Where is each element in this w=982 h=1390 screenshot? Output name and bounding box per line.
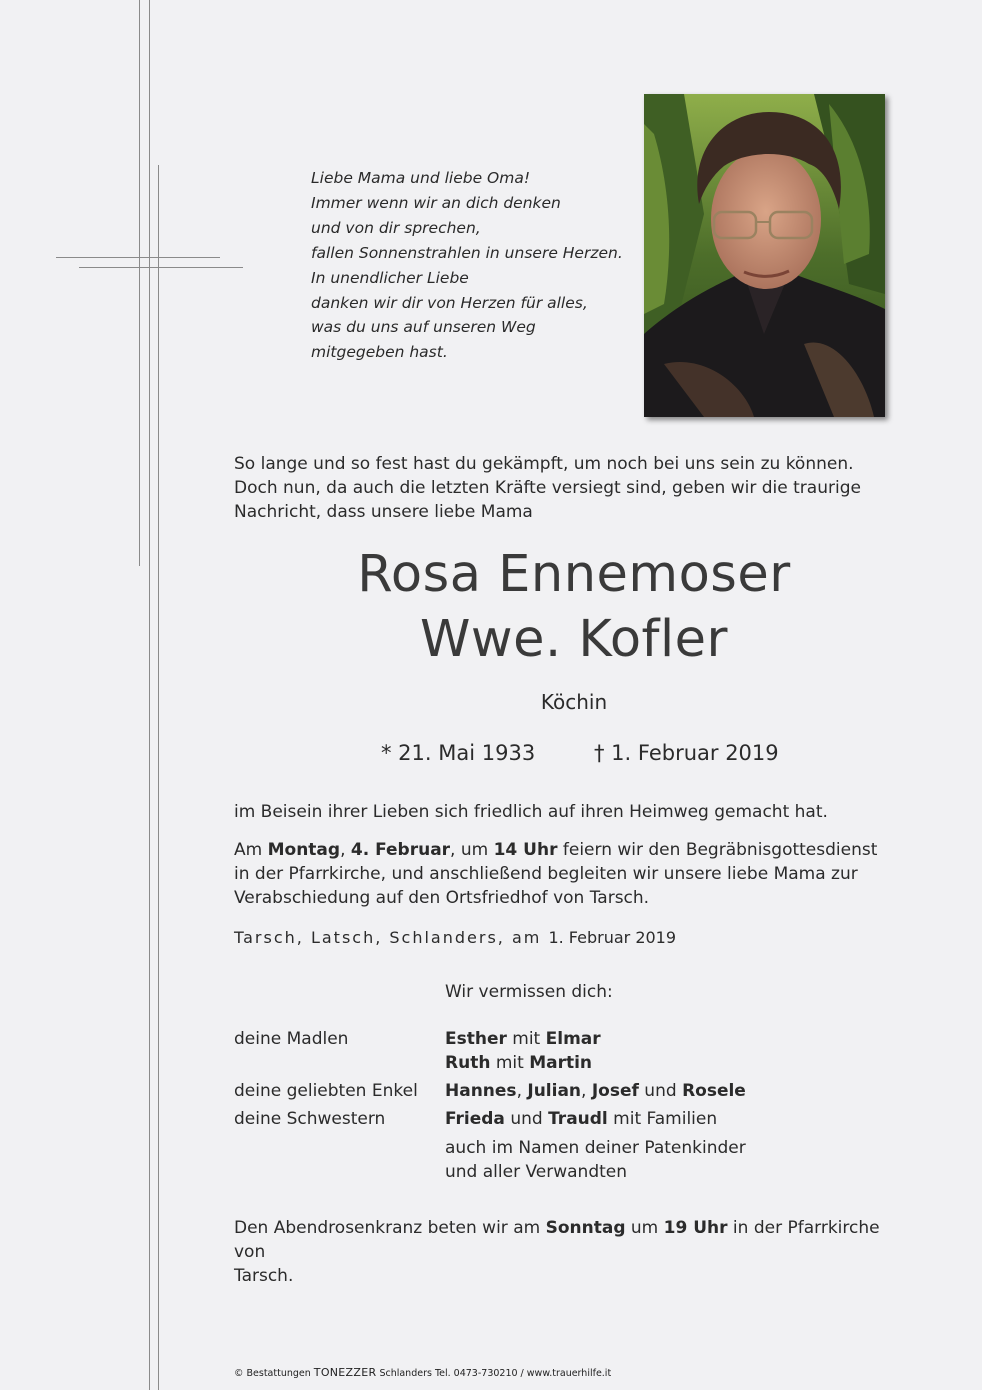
- mourner-label-schwestern: deine Schwestern: [234, 1109, 386, 1129]
- deceased-name-widow: Wwe. Kofler: [419, 610, 728, 669]
- rosary-text: Den Abendrosenkranz beten wir am: [234, 1218, 546, 1238]
- funeral-text: Am: [234, 840, 268, 860]
- mourner-name: Frieda: [445, 1109, 505, 1129]
- memorial-poem: [311, 166, 623, 365]
- funeral-line-1: [234, 838, 914, 862]
- rosary-day: Sonntag: [545, 1218, 626, 1238]
- intro-line-3: Nachricht, dass unsere liebe Mama: [234, 502, 533, 522]
- intro-line-1: So lange und so fest hast du gekämpft, um noch bei uns sein zu können.: [234, 454, 854, 474]
- funeral-line-3: Verabschiedung auf den Ortsfriedhof von Tarsch.: [234, 888, 650, 908]
- funeral-date: 4. Februar: [350, 840, 451, 860]
- intro-paragraph: [234, 452, 914, 524]
- rosary-line-2: Tarsch.: [234, 1266, 294, 1286]
- mourner-name: Josef: [591, 1081, 639, 1101]
- connector-text: ,: [516, 1081, 528, 1101]
- mourner-name: Martin: [529, 1053, 593, 1073]
- footer-copyright: © Bestattungen: [234, 1368, 314, 1379]
- poem-line: danken wir dir von Herzen für alles,: [311, 293, 588, 312]
- deceased-profession: Köchin: [540, 690, 608, 714]
- funeral-text: ,: [340, 840, 351, 860]
- connector-text: mit Familien: [607, 1109, 718, 1129]
- rosary-text: um: [625, 1218, 664, 1238]
- funeral-text: , um: [450, 840, 494, 860]
- cross-vertical-line-left: [139, 0, 140, 566]
- intro-line-2: Doch nun, da auch die letzten Kräfte versiegt sind, geben wir die traurige: [234, 478, 861, 498]
- miss-you-heading: Wir vermissen dich:: [445, 982, 613, 1002]
- footer-contact: Tel. 0473-730210 / www.trauerhilfe.it: [431, 1368, 612, 1379]
- mourner-names-madlen-2: [445, 1051, 592, 1075]
- poem-line: mitgegeben hast.: [311, 343, 448, 362]
- connector-text: ,: [581, 1081, 592, 1101]
- mourner-extra-1: auch im Namen deiner Patenkinder: [445, 1138, 746, 1158]
- funeral-paragraph: [234, 838, 914, 910]
- connector-text: mit: [490, 1053, 530, 1073]
- rosary-text: in der Pfarrkirche von: [234, 1218, 880, 1262]
- birth-date: * 21. Mai 1933: [381, 741, 536, 765]
- mourner-name: Rosele: [682, 1081, 746, 1101]
- funeral-time: 14 Uhr: [493, 840, 558, 860]
- mourner-names-schwestern: [445, 1107, 717, 1131]
- life-dates: [0, 741, 982, 771]
- mourner-name: Ruth: [445, 1053, 491, 1073]
- mourner-name: Hannes: [445, 1081, 517, 1101]
- rosary-line-1: [234, 1216, 914, 1264]
- cross-vertical-line-inner: [158, 165, 159, 1390]
- poem-line: In unendlicher Liebe: [311, 268, 469, 287]
- mourner-name: Esther: [445, 1029, 507, 1049]
- footer-company: TONEZZER: [313, 1366, 377, 1379]
- mourner-label-madlen: deine Madlen: [234, 1029, 349, 1049]
- mourner-label-enkel: deine geliebten Enkel: [234, 1081, 418, 1101]
- funeral-line-2: in der Pfarrkirche, und anschließend begleiten wir unsere liebe Mama zur: [234, 864, 858, 884]
- poem-line: was du uns auf unseren Weg: [311, 318, 536, 337]
- cross-vertical-line-right: [149, 0, 150, 1390]
- poem-line: Liebe Mama und liebe Oma!: [311, 169, 531, 187]
- connector-text: und: [638, 1081, 683, 1101]
- portrait-photo: [644, 94, 885, 417]
- death-date: † 1. Februar 2019: [594, 741, 779, 765]
- rosary-time: 19 Uhr: [663, 1218, 728, 1238]
- poem-line: fallen Sonnenstrahlen in unsere Herzen.: [311, 243, 623, 262]
- rosary-paragraph: [234, 1216, 914, 1288]
- place-and-date: [234, 928, 676, 947]
- funeral-text: feiern wir den Begräbnisgottesdienst: [557, 840, 878, 860]
- mourner-extra-2: und aller Verwandten: [445, 1162, 628, 1182]
- mourner-names-madlen-1: [445, 1027, 601, 1051]
- connector-text: und: [504, 1109, 549, 1129]
- connector-text: mit: [506, 1029, 546, 1049]
- cross-horizontal-line-bottom: [79, 267, 243, 268]
- passing-text: im Beisein ihrer Lieben sich friedlich auf ihren Heimweg gemacht hat.: [234, 802, 828, 822]
- poem-line: und von dir sprechen,: [311, 218, 481, 237]
- places: Tarsch, Latsch, Schlanders, am: [234, 928, 542, 947]
- footer-city: Schlanders: [376, 1368, 432, 1379]
- mourner-name: Traudl: [548, 1109, 608, 1129]
- poem-line: Immer wenn wir an dich denken: [311, 193, 561, 212]
- footer-credit: [234, 1366, 611, 1379]
- mourner-names-enkel: [445, 1079, 746, 1103]
- deceased-name: Rosa Ennemoser: [357, 545, 791, 604]
- mourner-name: Julian: [527, 1081, 582, 1101]
- funeral-day: Montag: [267, 840, 341, 860]
- place-date: 1. Februar 2019: [548, 928, 677, 947]
- cross-horizontal-line-top: [56, 257, 220, 258]
- mourner-name: Elmar: [545, 1029, 601, 1049]
